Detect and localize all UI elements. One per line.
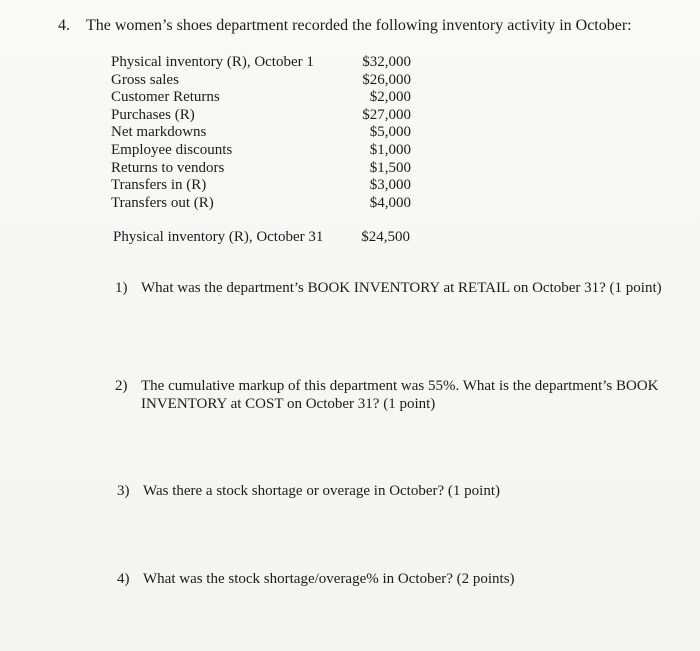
sub-question-number: 4) bbox=[117, 571, 130, 587]
final-inventory-label: Physical inventory (R), October 31 bbox=[113, 229, 324, 245]
inventory-label: Employee discounts bbox=[111, 141, 233, 158]
inventory-value: $5,000 bbox=[369, 124, 411, 141]
inventory-value: $1,500 bbox=[369, 159, 411, 176]
inventory-label: Purchases (R) bbox=[111, 106, 195, 123]
sub-question-text: What was the department’s BOOK INVENTORY at RETAIL on October 31? (1 point) bbox=[141, 280, 662, 296]
inventory-row bbox=[111, 195, 411, 213]
final-inventory-value: $24,500 bbox=[361, 229, 410, 245]
inventory-row bbox=[111, 72, 411, 90]
final-inventory-row bbox=[113, 229, 410, 247]
inventory-row bbox=[111, 124, 411, 142]
inventory-value: $32,000 bbox=[362, 54, 411, 70]
inventory-label: Customer Returns bbox=[111, 89, 220, 106]
inventory-label: Net markdowns bbox=[111, 124, 207, 141]
inventory-row bbox=[111, 177, 411, 195]
inventory-value: $1,000 bbox=[369, 141, 411, 158]
inventory-row bbox=[111, 107, 411, 125]
sub-question-number: 2) bbox=[115, 378, 128, 394]
inventory-value: $27,000 bbox=[362, 106, 411, 123]
sub-question-text: Was there a stock shortage or overage in October? (1 point) bbox=[143, 483, 500, 499]
inventory-label: Transfers out (R) bbox=[111, 194, 214, 211]
inventory-table bbox=[111, 54, 411, 212]
inventory-row bbox=[111, 54, 411, 72]
sub-question-text: What was the stock shortage/overage% in October? (2 points) bbox=[143, 571, 515, 587]
inventory-label: Gross sales bbox=[111, 71, 179, 88]
inventory-row bbox=[111, 142, 411, 160]
inventory-value: $2,000 bbox=[369, 89, 411, 106]
inventory-value: $26,000 bbox=[362, 71, 411, 88]
sub-question-number: 1) bbox=[115, 280, 128, 296]
inventory-value: $4,000 bbox=[369, 194, 411, 211]
inventory-row bbox=[111, 89, 411, 107]
inventory-label: Physical inventory (R), October 1 bbox=[111, 54, 314, 70]
inventory-value: $3,000 bbox=[369, 177, 411, 194]
sub-question-number: 3) bbox=[117, 483, 130, 499]
question-intro: The women’s shoes department recorded the following inventory activity in October: bbox=[86, 17, 632, 34]
inventory-row bbox=[111, 160, 411, 178]
sub-question-text: The cumulative markup of this department was 55%. What is the department’s BOOK INVENTORY at COST on October 31? (1 point) bbox=[141, 378, 659, 412]
question-number: 4. bbox=[58, 17, 70, 34]
inventory-label: Returns to vendors bbox=[111, 159, 225, 176]
inventory-label: Transfers in (R) bbox=[111, 177, 207, 194]
